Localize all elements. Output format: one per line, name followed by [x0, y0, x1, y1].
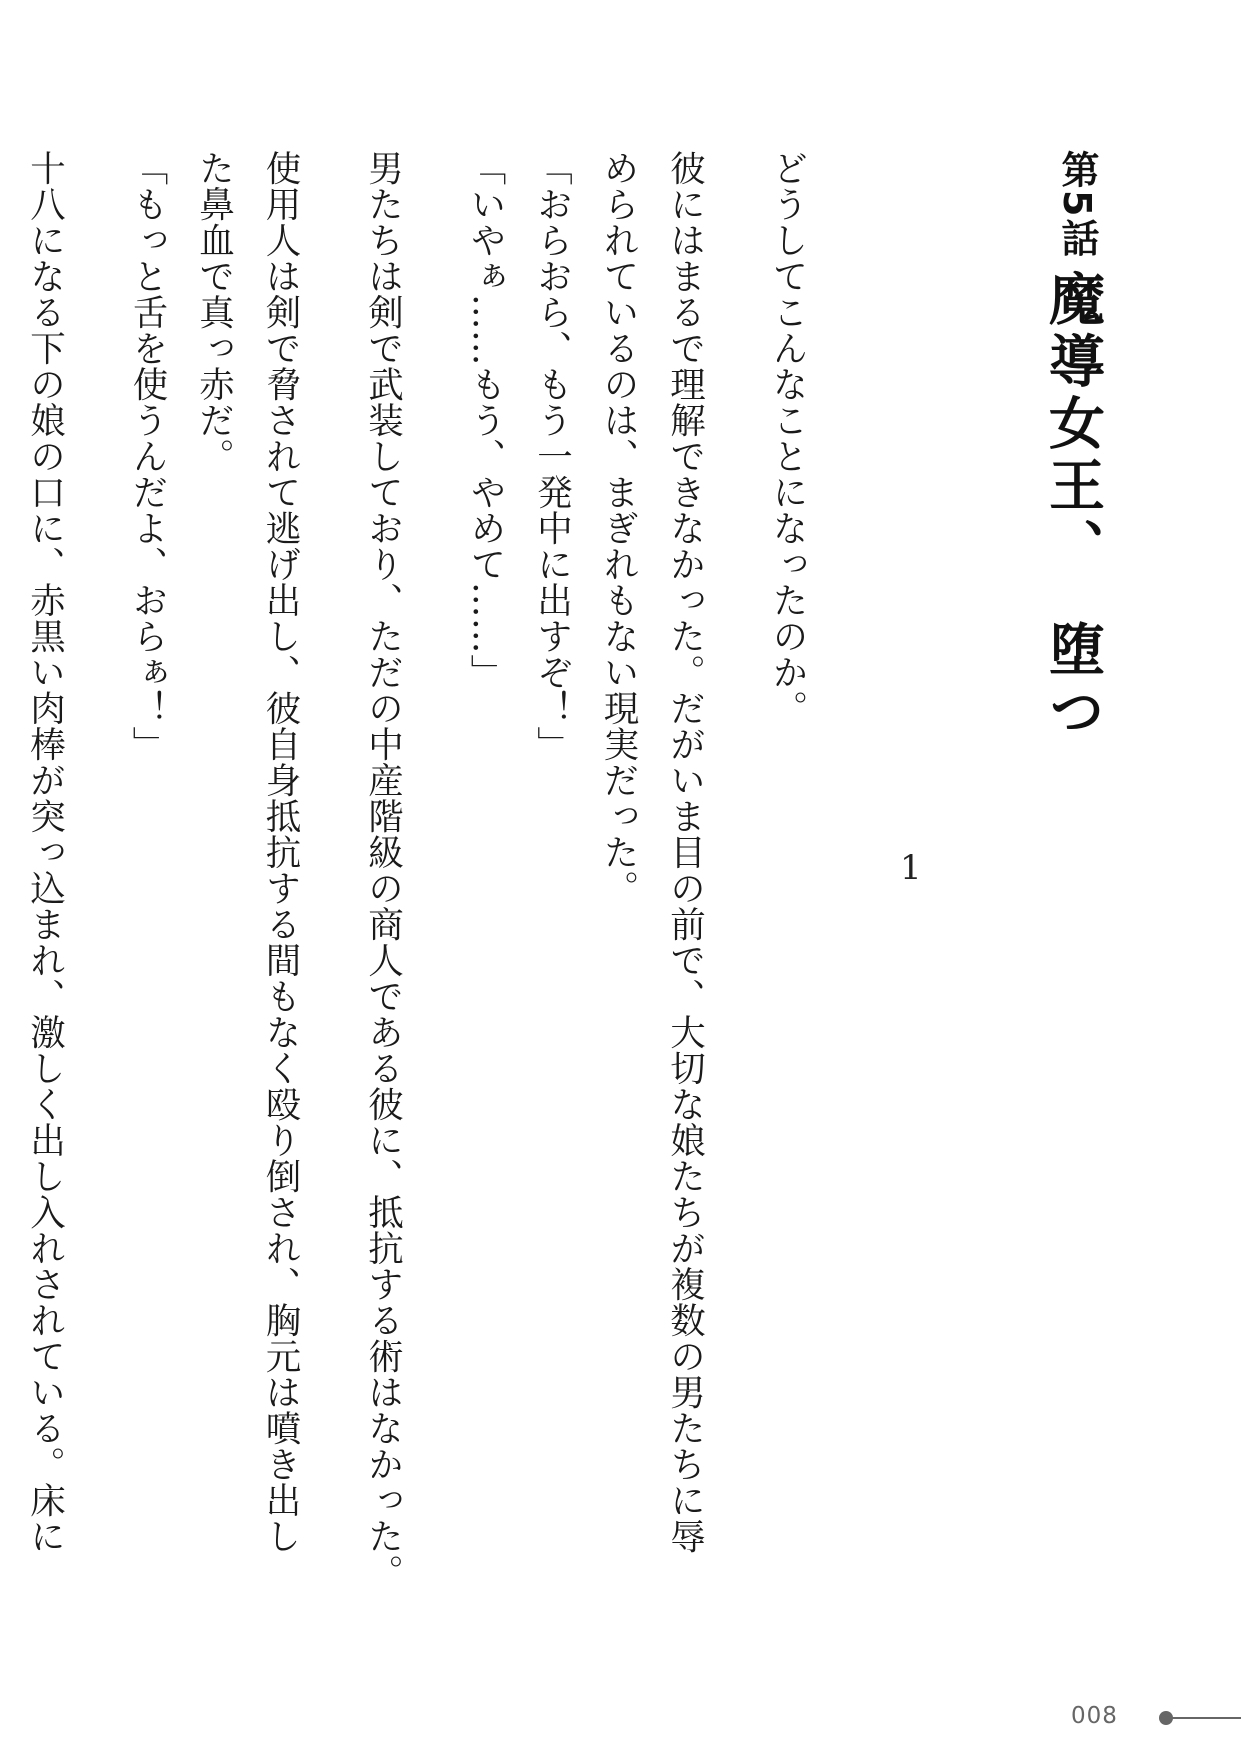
chapter-title-part1: 魔導女王、 — [1040, 270, 1106, 580]
text-column — [0, 150, 11, 1650]
text-column: 十八になる下の娘の口に、赤黒い肉棒が突っ込まれ、激しく出し入れされている。床に — [24, 150, 66, 1554]
text-column: 使用人は剣で脅されて逃げ出し、彼自身抵抗する間もなく殴り倒され、胸元は噴き出し — [260, 150, 301, 1554]
text-column: められているのは、まぎれもない現実だった。 — [598, 150, 639, 906]
folio — [1071, 1703, 1241, 1733]
chapter-number: 第5話 — [1055, 150, 1099, 259]
text-column: どうしてこんなことになったのか。 — [767, 150, 808, 726]
page-number: 008 — [1071, 1703, 1118, 1729]
text-column: た鼻血で真っ赤だ。 — [193, 150, 235, 474]
text-column: 彼にはまるで理解できなかった。だがいま目の前で、大切な娘たちが複数の男たちに辱 — [664, 150, 706, 1554]
body-text — [0, 150, 856, 1650]
text-column: 「いやぁ……もう、やめて……」 — [465, 150, 506, 690]
folio-rule — [1171, 1717, 1241, 1719]
chapter-title — [1040, 270, 1106, 744]
text-column: 「おらおら、もう一発中に出すぞ！」 — [531, 150, 573, 762]
chapter-title-part2: 堕つ — [1040, 620, 1106, 744]
text-column: 男たちは剣で武装しており、ただの中産階級の商人である彼に、抵抗する術はなかった。 — [362, 150, 404, 1590]
section-number: 1 — [900, 848, 922, 888]
text-column: 「もっと舌を使うんだよ、おらぁ！」 — [127, 150, 168, 762]
